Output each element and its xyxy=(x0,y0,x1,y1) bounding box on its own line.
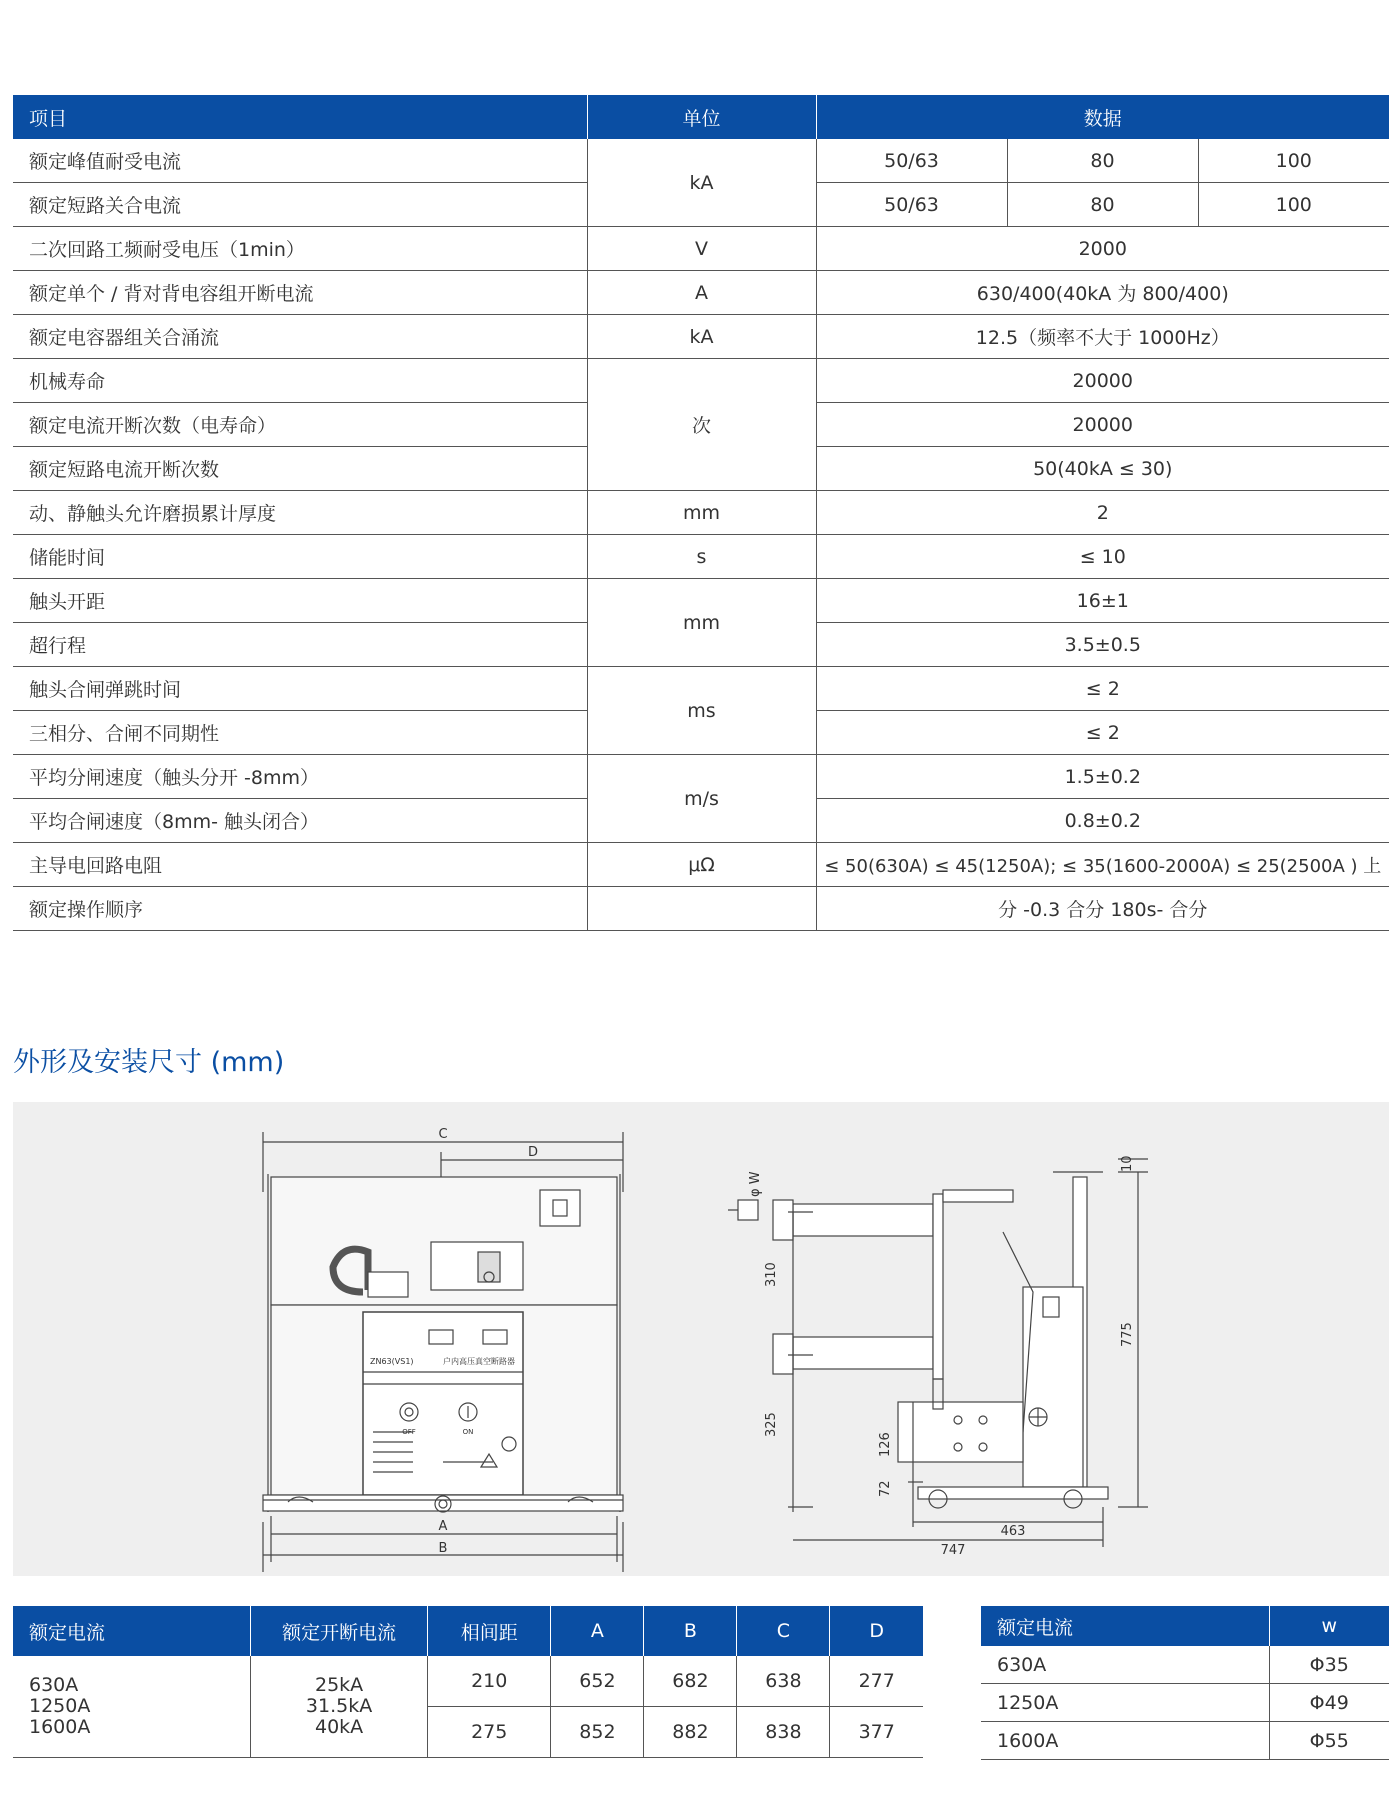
value-cell: 50(40kA ≤ 30) xyxy=(816,447,1389,491)
dim-label-b: B xyxy=(438,1541,448,1556)
unit-cell: A xyxy=(587,271,816,315)
value-cell: 630/400(40kA 为 800/400) xyxy=(816,271,1389,315)
w-cell: Φ55 xyxy=(1269,1722,1389,1760)
dim-label-a: A xyxy=(438,1519,448,1534)
value-cell: 分 -0.3 合分 180s- 合分 xyxy=(816,887,1389,931)
w-cell: Φ49 xyxy=(1269,1684,1389,1722)
breaking-item: 31.5kA xyxy=(305,1695,373,1717)
header-a: A xyxy=(551,1606,644,1656)
item-label: 额定单个 / 背对背电容组开断电流 xyxy=(13,271,587,315)
item-label: 额定电容器组关合涌流 xyxy=(13,315,587,359)
value-cell: 3.5±0.5 xyxy=(816,623,1389,667)
header-w: w xyxy=(1269,1606,1389,1646)
item-label: 动、静触头允许磨损累计厚度 xyxy=(13,491,587,535)
value-cell: 652 xyxy=(551,1656,644,1707)
item-label: 主导电回路电阻 xyxy=(13,843,587,887)
value-cell: 16±1 xyxy=(816,579,1389,623)
table-row xyxy=(981,1684,1389,1722)
spec-table xyxy=(13,95,1389,931)
table-row xyxy=(981,1722,1389,1760)
unit-cell xyxy=(587,887,816,931)
table-row xyxy=(13,271,1389,315)
value-cell: 277 xyxy=(830,1656,923,1707)
value-cell: 682 xyxy=(644,1656,737,1707)
table-row xyxy=(13,227,1389,271)
value-cell: 50/63 xyxy=(816,139,1007,183)
item-label: 额定短路电流开断次数 xyxy=(13,447,587,491)
table-row xyxy=(13,535,1389,579)
value-cell: 80 xyxy=(1007,139,1198,183)
value-cell: 838 xyxy=(737,1707,830,1758)
value-cell: ≤ 50(630A) ≤ 45(1250A); ≤ 35(1600-2000A) ≤ 25(2500A ) 上 xyxy=(816,843,1389,887)
value-cell: ≤ 2 xyxy=(816,711,1389,755)
breaking-item: 40kA xyxy=(314,1716,364,1738)
current-cell: 630A xyxy=(981,1646,1269,1684)
dim-label-10: 10 xyxy=(1120,1155,1135,1172)
header-unit: 单位 xyxy=(587,95,816,139)
dim-label-72: 72 xyxy=(878,1480,893,1497)
value-cell: 20000 xyxy=(816,359,1389,403)
w-cell: Φ35 xyxy=(1269,1646,1389,1684)
value-cell: 20000 xyxy=(816,403,1389,447)
item-label: 储能时间 xyxy=(13,535,587,579)
table-row xyxy=(13,579,1389,623)
current-list-cell xyxy=(13,1656,251,1758)
table-row xyxy=(13,843,1389,887)
current-item: 1600A xyxy=(29,1716,91,1738)
header-breaking-current: 额定开断电流 xyxy=(251,1606,428,1656)
value-cell: 852 xyxy=(551,1707,644,1758)
table-row xyxy=(981,1646,1389,1684)
w-table xyxy=(981,1606,1389,1760)
unit-cell: m/s xyxy=(587,755,816,843)
value-cell: 100 xyxy=(1198,139,1389,183)
dim-label-747: 747 xyxy=(940,1543,966,1558)
header-rated-current: 额定电流 xyxy=(981,1606,1269,1646)
value-cell: 1.5±0.2 xyxy=(816,755,1389,799)
value-cell: 50/63 xyxy=(816,183,1007,227)
side-view xyxy=(728,1159,1148,1547)
header-b: B xyxy=(644,1606,737,1656)
header-c: C xyxy=(737,1606,830,1656)
dim-label-310: 310 xyxy=(764,1262,779,1287)
item-label: 平均分闸速度（触头分开 -8mm） xyxy=(13,755,587,799)
dim-label-c: C xyxy=(438,1127,448,1142)
value-cell: 100 xyxy=(1198,183,1389,227)
front-view xyxy=(263,1132,623,1572)
item-label: 额定短路关合电流 xyxy=(13,183,587,227)
current-cell: 1600A xyxy=(981,1722,1269,1760)
w-header-row xyxy=(981,1606,1389,1646)
drawing-panel xyxy=(13,1102,1389,1576)
dimension-drawing xyxy=(13,1102,1389,1576)
table-row xyxy=(13,315,1389,359)
unit-cell: 次 xyxy=(587,359,816,491)
header-rated-current: 额定电流 xyxy=(13,1606,251,1656)
unit-cell: μΩ xyxy=(587,843,816,887)
header-item: 项目 xyxy=(13,95,587,139)
item-label: 额定电流开断次数（电寿命） xyxy=(13,403,587,447)
current-item: 1250A xyxy=(29,1695,91,1717)
unit-cell: ms xyxy=(587,667,816,755)
header-data: 数据 xyxy=(816,95,1389,139)
item-label: 触头开距 xyxy=(13,579,587,623)
item-label: 额定峰值耐受电流 xyxy=(13,139,587,183)
off-label: OFF xyxy=(402,1428,416,1436)
dim-label-325: 325 xyxy=(764,1412,779,1437)
item-label: 机械寿命 xyxy=(13,359,587,403)
unit-cell: mm xyxy=(587,579,816,667)
dim-label-w: φ W xyxy=(748,1171,763,1197)
table-row xyxy=(13,359,1389,403)
unit-cell: s xyxy=(587,535,816,579)
unit-cell: kA xyxy=(587,315,816,359)
value-cell: 12.5（频率不大于 1000Hz） xyxy=(816,315,1389,359)
value-cell: 210 xyxy=(428,1656,551,1707)
table-row xyxy=(13,491,1389,535)
current-cell: 1250A xyxy=(981,1684,1269,1722)
on-label: ON xyxy=(462,1428,474,1436)
item-label: 平均合闸速度（8mm- 触头闭合） xyxy=(13,799,587,843)
value-cell: 0.8±0.2 xyxy=(816,799,1389,843)
item-label: 触头合闸弹跳时间 xyxy=(13,667,587,711)
dim-label-775: 775 xyxy=(1120,1322,1135,1347)
unit-cell: V xyxy=(587,227,816,271)
nameplate-desc: 户内高压真空断路器 xyxy=(443,1357,515,1366)
breaking-item: 25kA xyxy=(314,1674,364,1696)
unit-cell: mm xyxy=(587,491,816,535)
nameplate-model: ZN63(VS1) xyxy=(370,1357,414,1366)
item-label: 超行程 xyxy=(13,623,587,667)
value-cell: ≤ 10 xyxy=(816,535,1389,579)
dim-label-126: 126 xyxy=(878,1432,893,1457)
item-label: 额定操作顺序 xyxy=(13,887,587,931)
value-cell: 275 xyxy=(428,1707,551,1758)
dimension-table xyxy=(13,1606,923,1758)
spec-header-row xyxy=(13,95,1389,139)
item-label: 二次回路工频耐受电压（1min） xyxy=(13,227,587,271)
dim-label-d: D xyxy=(527,1145,539,1160)
dim-label-463: 463 xyxy=(1000,1524,1026,1539)
table-row xyxy=(13,887,1389,931)
value-cell: 638 xyxy=(737,1656,830,1707)
current-item: 630A xyxy=(29,1674,79,1696)
table-row xyxy=(13,755,1389,799)
value-cell: 377 xyxy=(830,1707,923,1758)
table-row xyxy=(13,139,1389,183)
value-cell: ≤ 2 xyxy=(816,667,1389,711)
breaking-list-cell xyxy=(251,1656,428,1758)
header-d: D xyxy=(830,1606,923,1656)
value-cell: 80 xyxy=(1007,183,1198,227)
section-title: 外形及安装尺寸 (mm) xyxy=(13,1047,285,1078)
value-cell: 882 xyxy=(644,1707,737,1758)
value-cell: 2 xyxy=(816,491,1389,535)
dim-header-row xyxy=(13,1606,923,1656)
value-cell: 2000 xyxy=(816,227,1389,271)
table-row xyxy=(13,667,1389,711)
item-label: 三相分、合闸不同期性 xyxy=(13,711,587,755)
header-phase-spacing: 相间距 xyxy=(428,1606,551,1656)
table-row xyxy=(13,1656,923,1707)
unit-cell: kA xyxy=(587,139,816,227)
